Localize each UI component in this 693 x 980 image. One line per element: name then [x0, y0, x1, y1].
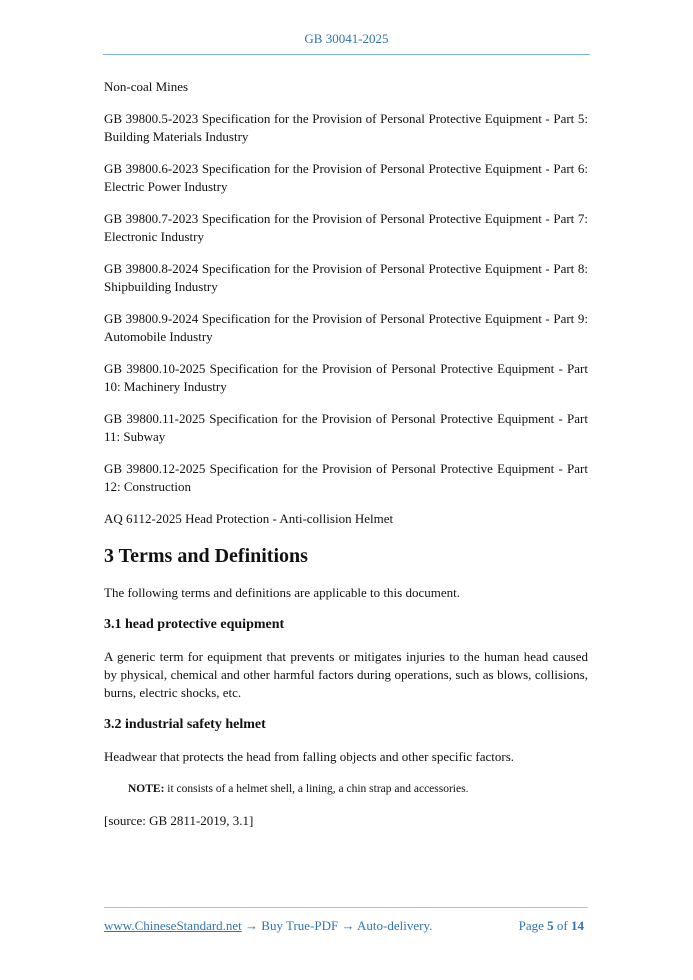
note-label: NOTE:	[128, 783, 165, 795]
header-divider	[103, 54, 590, 55]
footer-divider	[104, 907, 588, 908]
term-definition: A generic term for equipment that prevents or mitigates injuries to the human head caused by physical, chemical and other harmful factors during operations, such as blows, collisions, burns, electric shocks, etc.	[104, 649, 588, 700]
reference-item: GB 39800.7-2023 Specification for the Provision of Personal Protective Equipment - Part 7: Electronic Industry	[104, 211, 588, 244]
term-source: [source: GB 2811-2019, 3.1]	[104, 813, 254, 828]
reference-item: Non-coal Mines	[104, 79, 189, 94]
page-indicator	[519, 918, 584, 934]
footer-text: → Buy True-PDF → Auto-delivery.	[241, 918, 433, 933]
reference-item: GB 39800.11-2025 Specification for the Provision of Personal Protective Equipment - Part 11: Subway	[104, 411, 588, 444]
term-title: 3.2 industrial safety helmet	[104, 717, 266, 732]
header-title: GB 30041-2025	[304, 31, 389, 46]
note-text: it consists of a helmet shell, a lining, a chin strap and accessories.	[164, 783, 469, 795]
reference-item: GB 39800.8-2024 Specification for the Provision of Personal Protective Equipment - Part 8: Shipbuilding Industry	[104, 261, 588, 294]
term-note	[128, 780, 588, 798]
page-total: 14	[571, 918, 584, 933]
page-current: 5	[547, 918, 554, 933]
reference-item: GB 39800.9-2024 Specification for the Provision of Personal Protective Equipment - Part 9: Automobile Industry	[104, 311, 588, 344]
page-footer	[104, 918, 588, 934]
reference-item: GB 39800.6-2023 Specification for the Provision of Personal Protective Equipment - Part 6: Electric Power Industry	[104, 161, 588, 194]
reference-item: GB 39800.12-2025 Specification for the Provision of Personal Protective Equipment - Part 12: Construction	[104, 461, 588, 494]
page-of: of	[553, 918, 571, 933]
page-content	[104, 78, 588, 844]
website-link[interactable]: www.ChineseStandard.net	[104, 918, 242, 933]
reference-item: GB 39800.5-2023 Specification for the Provision of Personal Protective Equipment - Part 5: Building Materials Industry	[104, 111, 588, 144]
section-title: 3 Terms and Definitions	[104, 545, 308, 567]
term-definition: Headwear that protects the head from falling objects and other specific factors.	[104, 749, 515, 764]
page-label: Page	[518, 918, 548, 933]
term-title: 3.1 head protective equipment	[104, 617, 285, 632]
reference-item: GB 39800.10-2025 Specification for the Provision of Personal Protective Equipment - Part 10: Machinery Industry	[104, 361, 588, 394]
section-intro: The following terms and definitions are applicable to this document.	[104, 585, 460, 600]
reference-item: AQ 6112-2025 Head Protection - Anti-collision Helmet	[104, 511, 394, 526]
